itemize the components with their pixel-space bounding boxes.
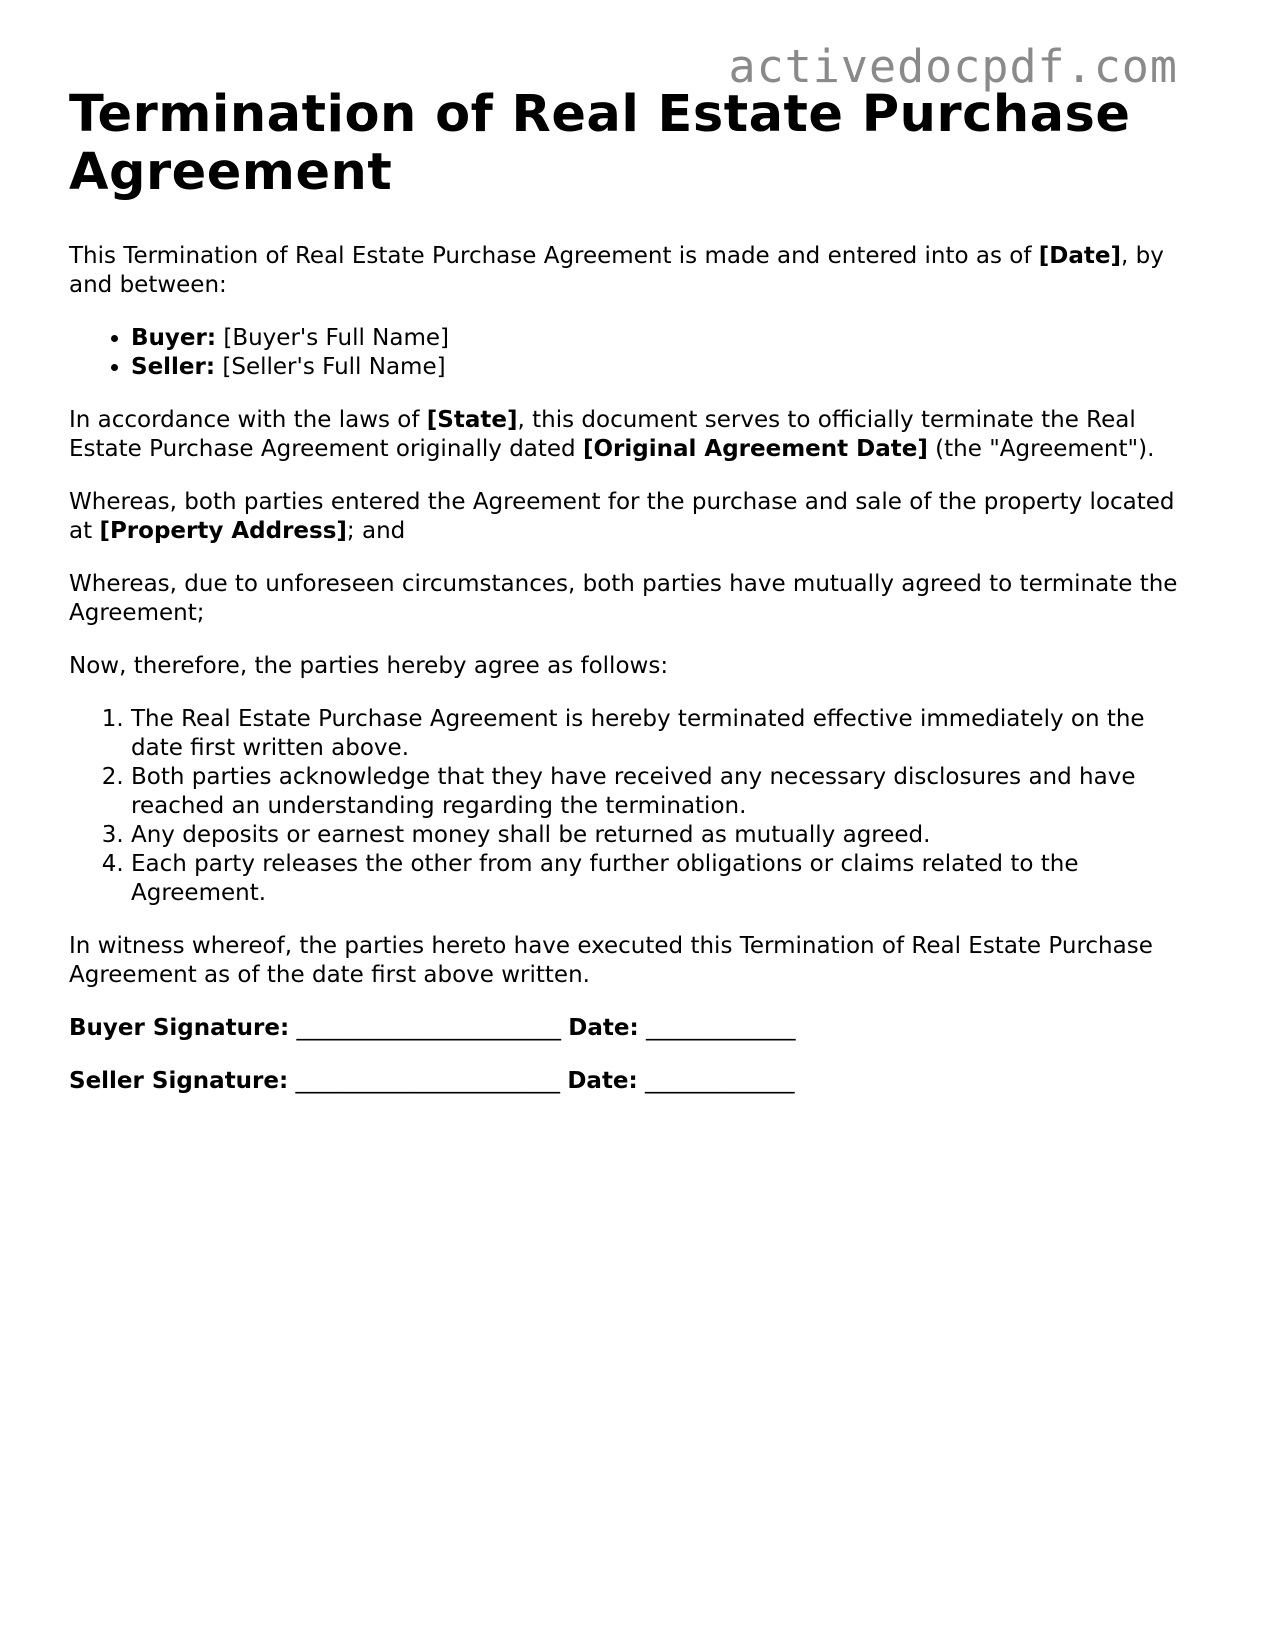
term-item: 4. Each party releases the other from any further obligations or claims related to the Agreement.	[131, 850, 1189, 908]
now-therefore-paragraph: Now, therefore, the parties hereby agree as follows:	[69, 653, 669, 679]
document-body	[69, 86, 1189, 1096]
whereas-paragraph-1	[69, 488, 1189, 546]
seller-signature-row	[69, 1067, 1189, 1096]
property-address-placeholder: [Property Address]	[99, 518, 347, 544]
seller-name: [Seller's Full Name]	[215, 354, 446, 380]
accordance-text-mid: , this document serves to officially terminate the Real Estate Purchase Agreement originally dated	[69, 407, 1136, 462]
buyer-label: Buyer:	[131, 325, 217, 351]
intro-paragraph	[69, 242, 1189, 300]
term-item: 2. Both parties acknowledge that they have received any necessary disclosures and have reached an understanding regarding the termination.	[131, 763, 1189, 821]
whereas1-text-end: ; and	[346, 518, 406, 544]
list-item-buyer	[131, 324, 1189, 353]
whereas-paragraph-2: Whereas, due to unforeseen circumstances, both parties have mutually agreed to terminate the Agreement;	[69, 571, 1178, 626]
intro-text-end: , by and between:	[69, 243, 1164, 298]
parties-list	[69, 324, 1189, 382]
buyer-signature-row	[69, 1014, 1189, 1043]
seller-signature-label: Seller Signature:	[69, 1068, 289, 1094]
accordance-paragraph	[69, 406, 1189, 464]
seller-date-label: Date:	[567, 1068, 638, 1094]
seller-label: Seller:	[131, 354, 216, 380]
term-item: 3. Any deposits or earnest money shall be returned as mutually agreed.	[131, 821, 1189, 850]
original-date-placeholder: [Original Agreement Date]	[582, 436, 928, 462]
watermark: activedocpdf.com	[728, 40, 1178, 93]
accordance-text-end: (the "Agreement").	[927, 436, 1155, 462]
terms-list	[69, 705, 1189, 908]
buyer-name: [Buyer's Full Name]	[216, 325, 449, 351]
accordance-text: In accordance with the laws of	[69, 407, 427, 433]
date-placeholder: [Date]	[1038, 243, 1121, 269]
list-item-seller	[131, 353, 1189, 382]
buyer-date-label: Date:	[568, 1015, 639, 1041]
buyer-signature-line: _______________________	[289, 1015, 569, 1041]
buyer-signature-label: Buyer Signature:	[69, 1015, 290, 1041]
term-item: 1. The Real Estate Purchase Agreement is hereby terminated effective immediately on the date first written above.	[131, 705, 1189, 763]
state-placeholder: [State]	[426, 407, 518, 433]
whereas1-text: Whereas, both parties entered the Agreement for the purchase and sale of the property located at	[69, 489, 1175, 544]
buyer-date-line: _____________	[638, 1015, 796, 1041]
seller-signature-line: _______________________	[288, 1068, 568, 1094]
intro-text: This Termination of Real Estate Purchase Agreement is made and entered into as of	[69, 243, 1039, 269]
document-title: Termination of Real Estate Purchase Agreement	[69, 85, 1131, 202]
witness-paragraph: In witness whereof, the parties hereto have executed this Termination of Real Estate Purchase Agreement as of the date first above written.	[69, 933, 1153, 988]
seller-date-line: _____________	[637, 1068, 795, 1094]
